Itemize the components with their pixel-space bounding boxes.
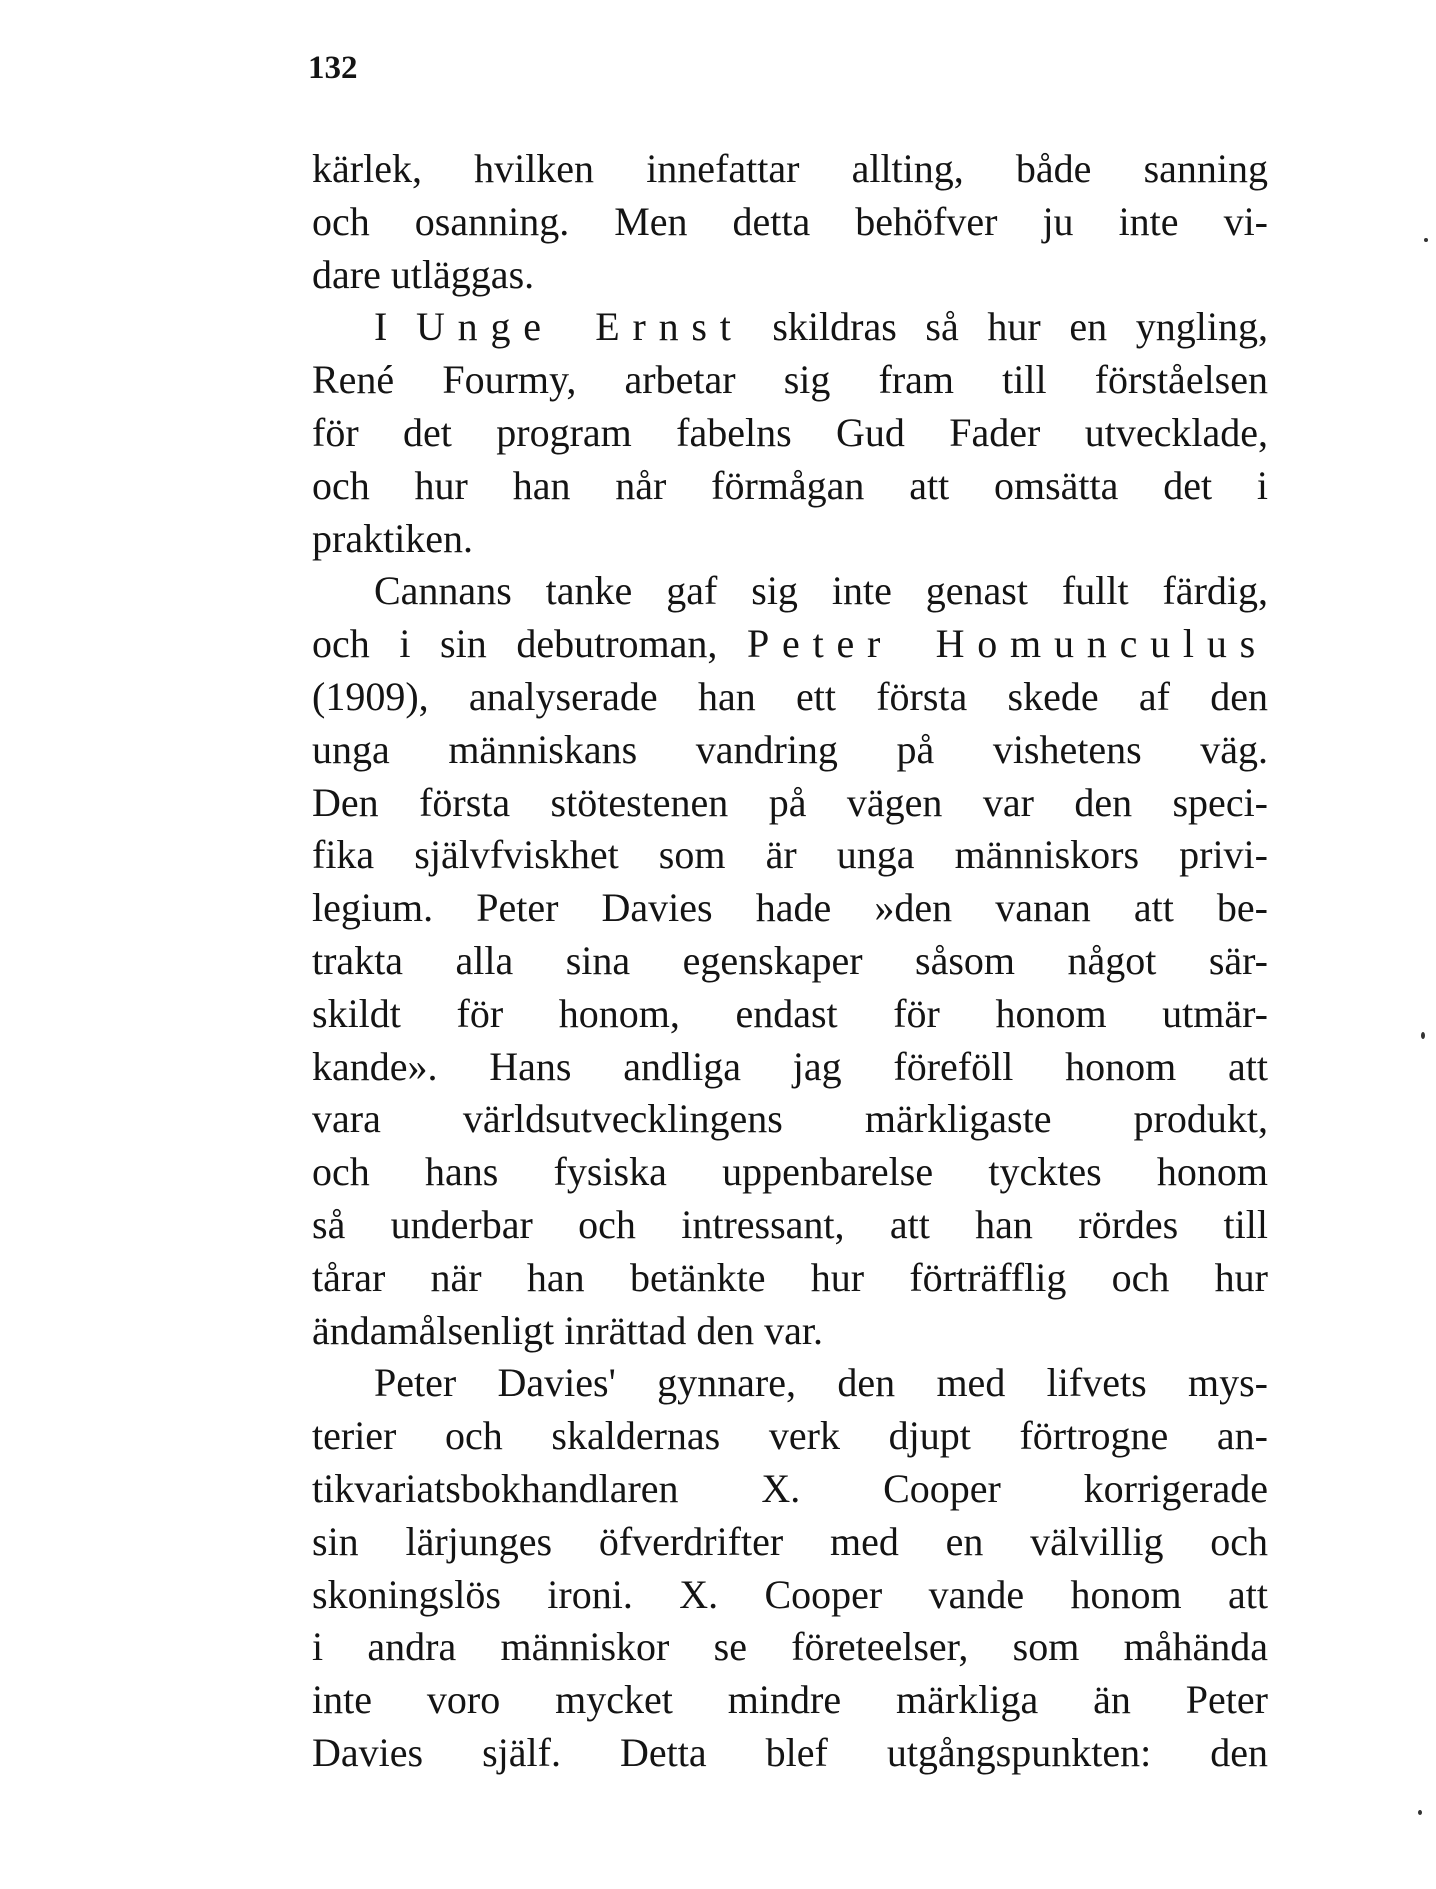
text-line: praktiken. [312, 515, 474, 561]
scan-speck [1424, 238, 1428, 242]
text-line: fika självfviskhet som är unga människors privi- [312, 832, 1268, 878]
text-line: kande». Hans andliga jag föreföll honom att [312, 1043, 1268, 1089]
text-line: och hans fysiska uppenbarelse tycktes honom [312, 1149, 1268, 1195]
text-line: och osanning. Men detta behöfver ju inte vi- [312, 198, 1268, 244]
text-line: tikvariatsbokhandlaren X. Cooper korrigerade [312, 1465, 1268, 1511]
text-line: sin lärjunges öfverdrifter med en välvillig och [312, 1518, 1268, 1564]
page-number: 132 [308, 50, 358, 86]
text-line: Davies själf. Detta blef utgångspunkten: den [312, 1729, 1268, 1775]
text-line: i andra människor se företeelser, som måhända [312, 1624, 1268, 1670]
text-line: ändamålsenligt inrättad den var. [312, 1307, 823, 1353]
text-line: och hur han når förmågan att omsätta det i [312, 462, 1268, 508]
text-line: Den första stötestenen på vägen var den speci- [312, 779, 1268, 825]
text-line: och i sin debutroman, Peter Homunculus [312, 621, 1268, 667]
text-line: vara världsutvecklingens märkligaste produkt, [312, 1096, 1268, 1142]
emphasized-title: Unge Ernst [415, 304, 744, 350]
text-line: unga människans vandring på vishetens väg. [312, 726, 1268, 772]
text-line: för det program fabelns Gud Fader utvecklade, [312, 409, 1268, 455]
text-line: trakta alla sina egenskaper såsom något sär- [312, 937, 1268, 983]
emphasized-title: Peter Homunculus [746, 621, 1268, 667]
text-line: Cannans tanke gaf sig inte genast fullt färdig, [374, 568, 1268, 614]
text-line: René Fourmy, arbetar sig fram till förståelsen [312, 357, 1268, 403]
text-line: (1909), analyserade han ett första skede af den [312, 673, 1268, 719]
text-line: terier och skaldernas verk djupt förtrogne an- [312, 1413, 1268, 1459]
text-line: inte voro mycket mindre märkliga än Peter [312, 1677, 1268, 1723]
text-line: legium. Peter Davies hade »den vanan att be- [312, 885, 1268, 931]
body-text [312, 143, 1268, 1780]
scan-speck [1418, 1810, 1422, 1815]
scan-speck [1421, 1032, 1425, 1039]
text-line: Peter Davies' gynnare, den med lifvets mys- [374, 1360, 1268, 1406]
text-line: dare utläggas. [312, 251, 535, 297]
text-line: skildt för honom, endast för honom utmär- [312, 990, 1268, 1036]
text-line: I Unge Ernst skildras så hur en yngling, [374, 304, 1268, 350]
text-line: tårar när han betänkte hur förträfflig och hur [312, 1254, 1268, 1300]
text-line: skoningslös ironi. X. Cooper vande honom att [312, 1571, 1268, 1617]
text-line: kärlek, hvilken innefattar allting, både sanning [312, 146, 1268, 191]
text-line: så underbar och intressant, att han rördes till [312, 1201, 1268, 1247]
